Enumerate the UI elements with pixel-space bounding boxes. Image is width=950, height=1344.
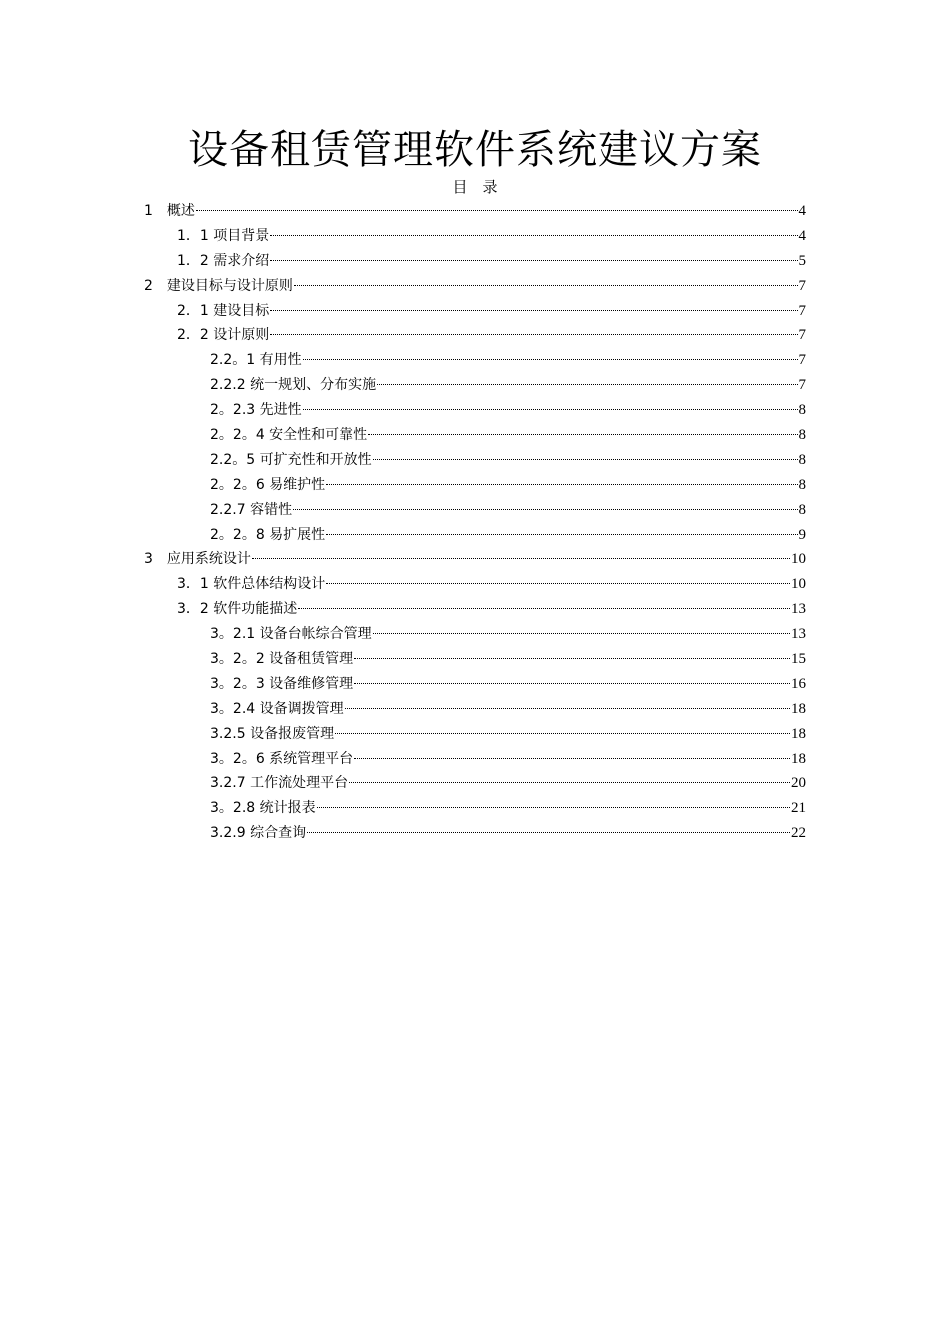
toc-dot-leader <box>373 633 790 634</box>
toc-entry-page-number: 7 <box>798 352 806 369</box>
toc-entry-page-number: 13 <box>791 626 806 643</box>
toc-entry[interactable] <box>144 299 806 324</box>
toc-entry-label: 3。2.8 统计报表 <box>210 800 316 817</box>
toc-entry-page-number: 7 <box>798 377 806 394</box>
toc-entry-label: 3 应用系统设计 <box>144 551 251 568</box>
toc-entry-page-number: 22 <box>791 825 806 842</box>
toc-entry[interactable] <box>144 622 806 647</box>
toc-entry-page-number: 10 <box>791 551 806 568</box>
toc-entry[interactable] <box>144 199 806 224</box>
toc-entry-page-number: 5 <box>798 252 806 269</box>
toc-dot-leader <box>326 484 797 485</box>
toc-dot-leader <box>270 310 797 311</box>
toc-entry-label: 2.2。5 可扩充性和开放性 <box>210 451 372 468</box>
toc-entry[interactable] <box>144 821 806 846</box>
toc-entry-label: 2。2.3 先进性 <box>210 402 302 419</box>
toc-entry-page-number: 9 <box>798 526 806 543</box>
toc-dot-leader <box>303 359 798 360</box>
toc-dot-leader <box>354 758 790 759</box>
toc-entry[interactable] <box>144 672 806 697</box>
toc-entry[interactable] <box>144 473 806 498</box>
toc-entry-label: 2.2。1 有用性 <box>210 352 302 369</box>
toc-entry-page-number: 8 <box>798 476 806 493</box>
toc-entry-label: 3。2。6 系统管理平台 <box>210 750 354 767</box>
toc-dot-leader <box>307 832 790 833</box>
toc-entry-page-number: 18 <box>791 750 806 767</box>
toc-entry-label: 3.2.7 工作流处理平台 <box>210 775 349 792</box>
toc-entry-page-number: 8 <box>798 402 806 419</box>
toc-entry[interactable] <box>144 448 806 473</box>
toc-dot-leader <box>377 384 797 385</box>
toc-entry-page-number: 20 <box>791 775 806 792</box>
toc-entry[interactable] <box>144 274 806 299</box>
toc-dot-leader <box>335 733 790 734</box>
table-of-contents <box>144 199 806 846</box>
toc-dot-leader <box>252 558 790 559</box>
toc-entry[interactable] <box>144 423 806 448</box>
toc-entry-label: 2．2 设计原则 <box>177 327 270 344</box>
toc-entry-label: 3.2.9 综合查询 <box>210 825 307 842</box>
toc-dot-leader <box>354 683 790 684</box>
toc-dot-leader <box>354 658 790 659</box>
toc-dot-leader <box>270 334 797 335</box>
toc-dot-leader <box>349 782 790 783</box>
toc-entry[interactable] <box>144 547 806 572</box>
toc-entry-label: 2。2。8 易扩展性 <box>210 526 326 543</box>
toc-entry-label: 2.2.7 容错性 <box>210 501 293 518</box>
toc-entry-page-number: 18 <box>791 725 806 742</box>
toc-dot-leader <box>317 807 790 808</box>
toc-entry[interactable] <box>144 498 806 523</box>
toc-entry[interactable] <box>144 348 806 373</box>
toc-entry-page-number: 8 <box>798 427 806 444</box>
toc-dot-leader <box>368 434 797 435</box>
toc-entry-label: 2．1 建设目标 <box>177 302 270 319</box>
toc-entry[interactable] <box>144 647 806 672</box>
toc-entry-label: 1．1 项目背景 <box>177 227 270 244</box>
toc-entry[interactable] <box>144 697 806 722</box>
toc-entry-page-number: 13 <box>791 601 806 618</box>
toc-entry-label: 2.2.2 统一规划、分布实施 <box>210 377 377 394</box>
toc-entry[interactable] <box>144 796 806 821</box>
toc-entry-label: 3。2.1 设备台帐综合管理 <box>210 626 372 643</box>
toc-entry[interactable] <box>144 523 806 548</box>
toc-entry-page-number: 4 <box>798 227 806 244</box>
toc-entry[interactable] <box>144 398 806 423</box>
toc-entry[interactable] <box>144 572 806 597</box>
toc-entry-page-number: 8 <box>798 501 806 518</box>
toc-dot-leader <box>298 608 790 609</box>
toc-entry-label: 3。2。3 设备维修管理 <box>210 675 354 692</box>
toc-entry[interactable] <box>144 323 806 348</box>
toc-entry-page-number: 18 <box>791 700 806 717</box>
toc-entry-label: 3．1 软件总体结构设计 <box>177 576 326 593</box>
toc-entry-label: 1．2 需求介绍 <box>177 252 270 269</box>
toc-entry[interactable] <box>144 747 806 772</box>
toc-entry-label: 3．2 软件功能描述 <box>177 601 298 618</box>
toc-entry-page-number: 7 <box>798 302 806 319</box>
toc-entry-page-number: 21 <box>791 800 806 817</box>
toc-entry-page-number: 4 <box>798 203 806 219</box>
toc-entry[interactable] <box>144 771 806 796</box>
toc-dot-leader <box>270 260 797 261</box>
toc-dot-leader <box>373 459 798 460</box>
toc-entry[interactable] <box>144 722 806 747</box>
toc-dot-leader <box>270 235 797 236</box>
toc-entry-label: 2 建设目标与设计原则 <box>144 277 293 294</box>
toc-entry-label: 2。2。6 易维护性 <box>210 476 326 493</box>
toc-entry-label: 3.2.5 设备报废管理 <box>210 725 335 742</box>
toc-entry-page-number: 7 <box>798 327 806 344</box>
toc-entry-page-number: 15 <box>791 651 806 668</box>
toc-dot-leader <box>345 708 790 709</box>
toc-dot-leader <box>196 210 798 211</box>
toc-entry-label: 2。2。4 安全性和可靠性 <box>210 427 368 444</box>
toc-dot-leader <box>293 509 797 510</box>
toc-dot-leader <box>326 534 797 535</box>
toc-dot-leader <box>303 409 798 410</box>
toc-entry-page-number: 10 <box>791 576 806 593</box>
toc-entry-label: 1 概述 <box>144 203 195 219</box>
document-title: 设备租赁管理软件系统建议方案 <box>188 127 762 173</box>
toc-entry-label: 3。2.4 设备调拨管理 <box>210 700 344 717</box>
toc-dot-leader <box>294 285 798 286</box>
toc-entry-label: 3。2。2 设备租赁管理 <box>210 651 354 668</box>
toc-entry[interactable] <box>144 249 806 274</box>
toc-entry-page-number: 16 <box>791 675 806 692</box>
toc-entry-page-number: 7 <box>798 277 806 294</box>
toc-entry[interactable] <box>144 597 806 622</box>
toc-entry[interactable] <box>144 373 806 398</box>
toc-dot-leader <box>326 583 790 584</box>
toc-heading: 目 录 <box>452 178 498 196</box>
toc-entry-page-number: 8 <box>798 451 806 468</box>
toc-entry[interactable] <box>144 224 806 249</box>
